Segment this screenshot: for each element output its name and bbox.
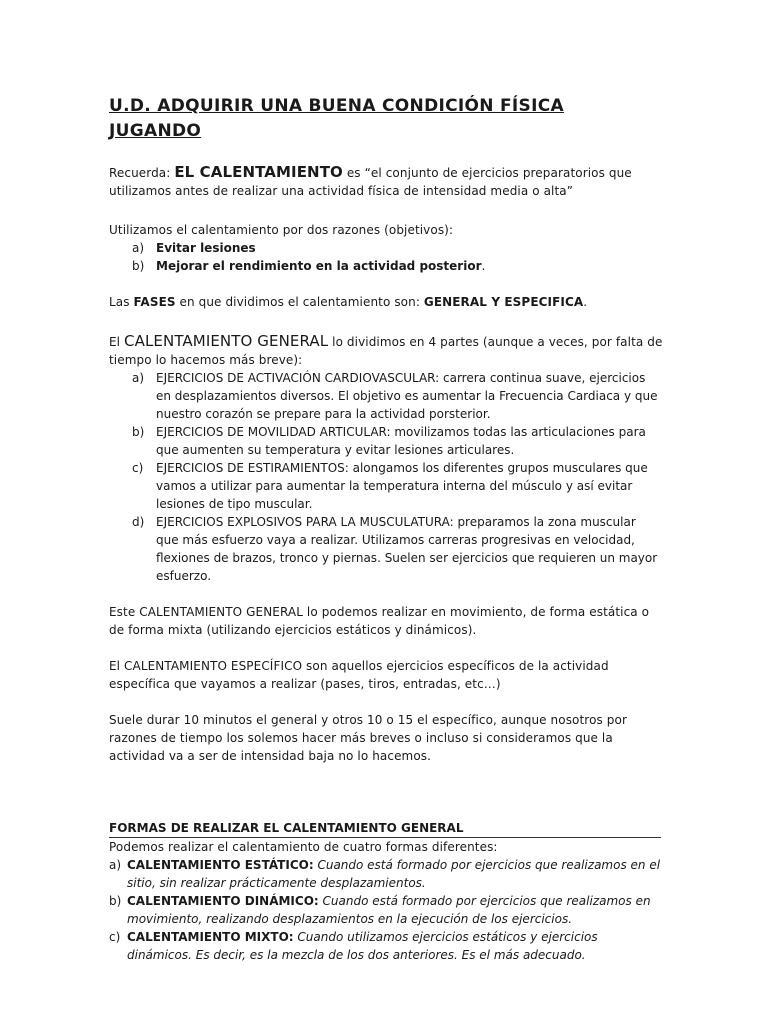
general-lead: El (109, 335, 125, 349)
especifico-paragraph: El CALENTAMIENTO ESPECÍFICO son aquellos ejercicios específicos de la actividad específica que vayamos a realizar (pases, tiros, entradas, etc…) (109, 659, 609, 691)
fases-term: FASES (133, 295, 176, 309)
fases-text: . (583, 295, 588, 309)
list-item-text: EJERCICIOS DE MOVILIDAD ARTICULAR: movilizamos todas las articulaciones para que aumenten su temperatura y evitar lesiones articulares. (156, 425, 646, 457)
razon-text: Mejorar el rendimiento en la actividad posterior (156, 259, 482, 273)
fases-text: Las (109, 295, 134, 309)
list-marker: b) (132, 425, 145, 439)
forma-term: CALENTAMIENTO MIXTO: (127, 930, 294, 944)
recuerda-paragraph (109, 163, 664, 200)
general-paragraph (109, 332, 664, 369)
list-item (109, 856, 661, 892)
list-marker: b) (109, 894, 122, 908)
formas-list (109, 856, 661, 964)
list-marker: b) (132, 259, 145, 273)
list-item (132, 423, 660, 459)
list-item-text: EJERCICIOS DE ACTIVACIÓN CARDIOVASCULAR: carrera continua suave, ejercicios en desplazamientos diversos. El objetivo es aumentar la Frecuencia Cardiaca y que nuestro corazón se prepare para la actividad porsterior. (156, 371, 658, 421)
formas-intro: Podemos realizar el calentamiento de cuatro formas diferentes: (109, 840, 498, 854)
razones-list (132, 239, 652, 275)
forma-text: Cuando está formado por ejercicios que realizamos en movimiento, realizando desplazamientos en la ejecución de los ejercicios. (127, 894, 651, 926)
duracion-paragraph: Suele durar 10 minutos el general y otros 10 o 15 el específico, aunque nosotros por razones de tiempo los solemos hacer más breves o incluso si consideramos que la actividad va a ser de intensidad baja no lo hacemos. (109, 713, 627, 763)
list-marker: a) (132, 241, 145, 255)
recuerda-lead: Recuerda: (109, 166, 175, 180)
general-term: CALENTAMIENTO GENERAL (124, 332, 329, 350)
general-text: lo dividimos en 4 partes (aunque a veces, por falta de tiempo lo hacemos más breve): (109, 335, 663, 367)
section-heading: FORMAS DE REALIZAR EL CALENTAMIENTO GENERAL (109, 819, 661, 838)
fases-term: GENERAL Y ESPECIFICA (423, 295, 584, 309)
razon-suffix: . (481, 259, 486, 273)
razon-text: Evitar lesiones (156, 241, 256, 255)
list-item (109, 928, 661, 964)
list-marker: c) (132, 461, 144, 475)
list-marker: a) (109, 858, 122, 872)
list-marker: d) (132, 515, 145, 529)
forma-term: CALENTAMIENTO DINÁMICO: (127, 894, 319, 908)
recuerda-text: es “el conjunto de ejercicios preparatorios que utilizamos antes de realizar una actividad física de intensidad media o alta” (109, 166, 632, 198)
list-marker: a) (132, 371, 145, 385)
fases-text: en que dividimos el calentamiento son: (175, 295, 424, 309)
list-marker: c) (109, 930, 121, 944)
list-item (132, 513, 660, 585)
list-item (132, 239, 652, 257)
list-item-text: EJERCICIOS EXPLOSIVOS PARA LA MUSCULATURA: preparamos la zona muscular que más esfuerzo vaya a realizar. Utilizamos carreras progresivas en velocidad, flexiones de brazos, tronco y piernas. Suelen ser ejercicios que requieren un mayor esfuerzo. (156, 515, 658, 583)
fases-paragraph (109, 293, 664, 311)
list-item (109, 892, 661, 928)
list-item (132, 459, 660, 513)
forma-term: CALENTAMIENTO ESTÁTICO: (127, 858, 314, 872)
list-item (132, 257, 652, 275)
razones-intro: Utilizamos el calentamiento por dos razones (objetivos): (109, 223, 454, 237)
general-list (132, 369, 660, 585)
este-paragraph: Este CALENTAMIENTO GENERAL lo podemos realizar en movimiento, de forma estática o de forma mixta (utilizando ejercicios estáticos y dinámicos). (109, 605, 650, 637)
forma-text: Cuando utilizamos ejercicios estáticos y ejercicios dinámicos. Es decir, es la mezcla de los dos anteriores. Es el más adecuado. (127, 930, 598, 962)
recuerda-term: EL CALENTAMIENTO (174, 163, 343, 181)
list-item (132, 369, 660, 423)
list-item-text: EJERCICIOS DE ESTIRAMIENTOS: alongamos los diferentes grupos musculares que vamos a utilizar para aumentar la temperatura interna del músculo y así evitar lesiones de tipo muscular. (156, 461, 648, 511)
forma-text: Cuando está formado por ejercicios que realizamos en el sitio, sin realizar prácticamente desplazamientos. (127, 858, 661, 890)
page-title: U.D. ADQUIRIR UNA BUENA CONDICIÓN FÍSICA JUGANDO (109, 96, 564, 141)
